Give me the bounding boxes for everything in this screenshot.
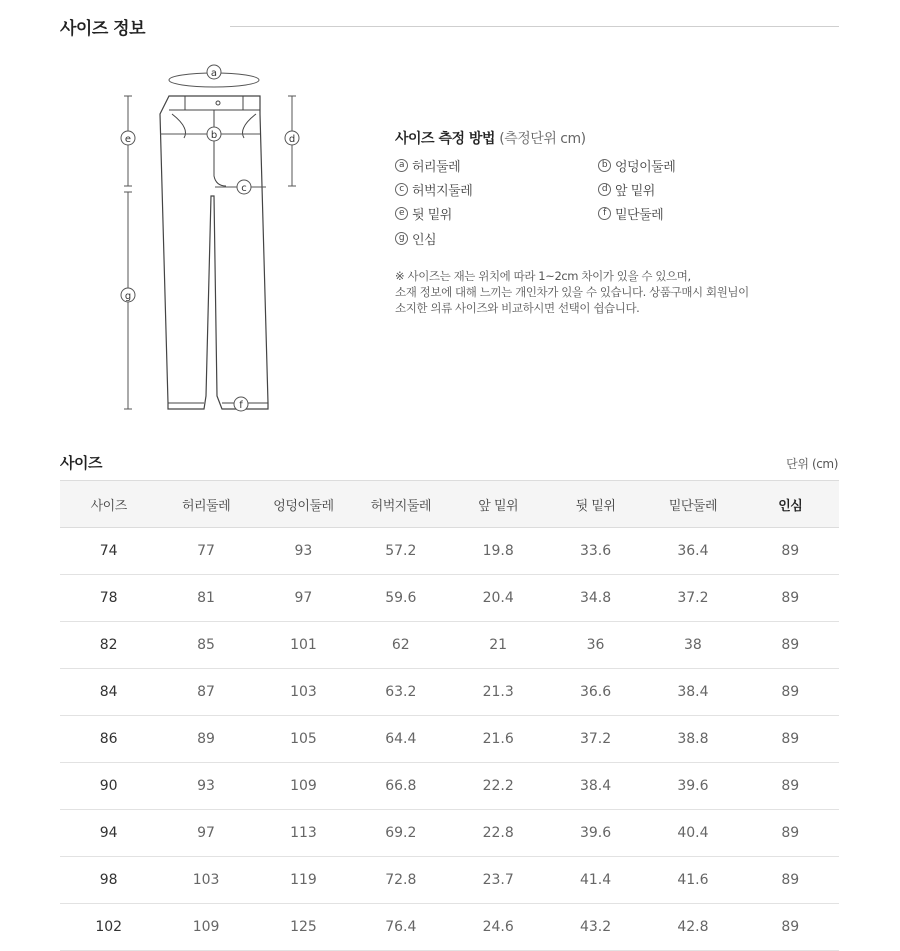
table-cell: 36.4 xyxy=(644,528,741,575)
table-title: 사이즈 xyxy=(60,454,102,472)
table-cell: 59.6 xyxy=(352,575,449,622)
table-cell: 103 xyxy=(255,669,352,716)
label-a xyxy=(207,65,221,79)
table-row xyxy=(60,857,839,904)
measure-item-a: a 허리둘레 xyxy=(395,156,460,175)
table-cell: 38.4 xyxy=(644,669,741,716)
col-header-inseam: 인심 xyxy=(742,481,839,528)
measure-item-g: g 인심 xyxy=(395,229,436,248)
table-row xyxy=(60,528,839,575)
table-cell: 109 xyxy=(255,763,352,810)
table-cell: 101 xyxy=(255,622,352,669)
svg-text:a: a xyxy=(210,68,218,79)
table-cell: 43.2 xyxy=(547,904,644,951)
table-cell: 103 xyxy=(157,857,254,904)
measure-item-d: d 앞 밑위 xyxy=(598,180,655,199)
table-cell: 21 xyxy=(450,622,547,669)
table-cell: 82 xyxy=(60,622,157,669)
table-cell: 38 xyxy=(644,622,741,669)
label-f xyxy=(234,397,248,411)
table-cell: 62 xyxy=(352,622,449,669)
table-cell: 102 xyxy=(60,904,157,951)
table-row xyxy=(60,904,839,951)
table-unit-label: 단위 (cm) xyxy=(786,457,838,471)
table-cell: 34.8 xyxy=(547,575,644,622)
table-cell: 77 xyxy=(157,528,254,575)
table-cell: 63.2 xyxy=(352,669,449,716)
table-cell: 39.6 xyxy=(547,810,644,857)
table-cell: 57.2 xyxy=(352,528,449,575)
table-cell: 119 xyxy=(255,857,352,904)
table-cell: 38.4 xyxy=(547,763,644,810)
table-cell: 89 xyxy=(742,810,839,857)
table-cell: 42.8 xyxy=(644,904,741,951)
table-cell: 20.4 xyxy=(450,575,547,622)
table-cell: 89 xyxy=(742,528,839,575)
col-header-thigh: 허벅지둘레 xyxy=(352,481,449,528)
table-cell: 19.8 xyxy=(450,528,547,575)
table-cell: 21.6 xyxy=(450,716,547,763)
table-cell: 38.8 xyxy=(644,716,741,763)
svg-text:g: g xyxy=(124,291,132,302)
svg-text:d: d xyxy=(288,134,296,145)
table-cell: 87 xyxy=(157,669,254,716)
table-cell: 89 xyxy=(742,622,839,669)
table-cell: 109 xyxy=(157,904,254,951)
measure-item-c: c 허벅지둘레 xyxy=(395,180,472,199)
table-cell: 86 xyxy=(60,716,157,763)
table-cell: 89 xyxy=(742,857,839,904)
measure-unit: (측정단위 cm) xyxy=(499,131,586,147)
table-cell: 90 xyxy=(60,763,157,810)
table-cell: 74 xyxy=(60,528,157,575)
table-cell: 72.8 xyxy=(352,857,449,904)
table-header-row xyxy=(60,481,839,528)
table-cell: 93 xyxy=(157,763,254,810)
table-cell: 37.2 xyxy=(644,575,741,622)
measure-title: 사이즈 측정 방법 (측정단위 cm) xyxy=(395,131,586,147)
table-cell: 36 xyxy=(547,622,644,669)
table-cell: 36.6 xyxy=(547,669,644,716)
table-cell: 33.6 xyxy=(547,528,644,575)
table-cell: 66.8 xyxy=(352,763,449,810)
col-header-front-rise: 앞 밑위 xyxy=(450,481,547,528)
table-cell: 69.2 xyxy=(352,810,449,857)
table-cell: 23.7 xyxy=(450,857,547,904)
table-cell: 98 xyxy=(60,857,157,904)
table-cell: 89 xyxy=(742,904,839,951)
measure-item-b: b 엉덩이둘레 xyxy=(598,156,675,175)
svg-text:b: b xyxy=(210,130,218,141)
pants-diagram xyxy=(110,58,310,418)
size-table xyxy=(60,480,839,951)
table-cell: 125 xyxy=(255,904,352,951)
table-cell: 89 xyxy=(157,716,254,763)
table-cell: 22.8 xyxy=(450,810,547,857)
measure-item-f: f 밑단둘레 xyxy=(598,204,663,223)
col-header-size: 사이즈 xyxy=(60,481,157,528)
table-cell: 89 xyxy=(742,716,839,763)
table-cell: 76.4 xyxy=(352,904,449,951)
table-cell: 94 xyxy=(60,810,157,857)
col-header-hem: 밑단둘레 xyxy=(644,481,741,528)
table-cell: 41.4 xyxy=(547,857,644,904)
col-header-waist: 허리둘레 xyxy=(157,481,254,528)
table-cell: 89 xyxy=(742,763,839,810)
table-cell: 81 xyxy=(157,575,254,622)
table-cell: 64.4 xyxy=(352,716,449,763)
table-cell: 37.2 xyxy=(547,716,644,763)
table-cell: 24.6 xyxy=(450,904,547,951)
title-divider xyxy=(230,26,839,27)
section-title: 사이즈 정보 xyxy=(60,19,146,39)
svg-text:e: e xyxy=(124,134,132,145)
table-row xyxy=(60,622,839,669)
table-cell: 41.6 xyxy=(644,857,741,904)
table-cell: 93 xyxy=(255,528,352,575)
table-cell: 21.3 xyxy=(450,669,547,716)
svg-text:f: f xyxy=(239,400,243,411)
label-c xyxy=(237,180,251,194)
label-g xyxy=(121,288,135,302)
table-cell: 97 xyxy=(255,575,352,622)
label-b xyxy=(207,127,221,141)
svg-text:c: c xyxy=(241,183,247,194)
table-cell: 22.2 xyxy=(450,763,547,810)
table-cell: 40.4 xyxy=(644,810,741,857)
table-cell: 89 xyxy=(742,669,839,716)
col-header-hip: 엉덩이둘레 xyxy=(255,481,352,528)
label-d xyxy=(285,131,299,145)
table-row xyxy=(60,669,839,716)
table-cell: 84 xyxy=(60,669,157,716)
table-row xyxy=(60,763,839,810)
table-row xyxy=(60,716,839,763)
table-cell: 113 xyxy=(255,810,352,857)
measure-notes: ※ 사이즈는 재는 위치에 따라 1~2cm 차이가 있을 수 있으며, 소재 정보에 대해 느끼는 개인차가 있을 수 있습니다. 상품구매시 회원님이 소지한 의류 사이즈와 비교하시면 선택이 쉽습니다. xyxy=(395,269,749,315)
table-cell: 85 xyxy=(157,622,254,669)
table-cell: 89 xyxy=(742,575,839,622)
table-row xyxy=(60,575,839,622)
table-cell: 105 xyxy=(255,716,352,763)
table-cell: 39.6 xyxy=(644,763,741,810)
label-e xyxy=(121,131,135,145)
table-cell: 97 xyxy=(157,810,254,857)
measure-item-e: e 뒷 밑위 xyxy=(395,204,452,223)
table-row xyxy=(60,810,839,857)
table-cell: 78 xyxy=(60,575,157,622)
col-header-back-rise: 뒷 밑위 xyxy=(547,481,644,528)
